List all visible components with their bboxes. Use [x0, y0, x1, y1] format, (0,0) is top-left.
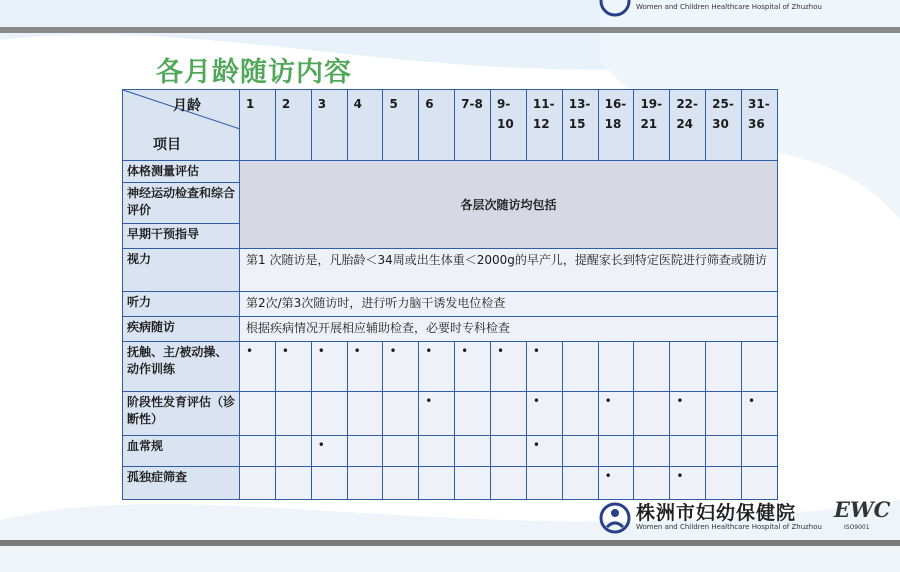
header-row — [123, 90, 778, 161]
hospital-logo-mark-icon — [598, 0, 632, 18]
schedule-cell — [670, 435, 706, 466]
schedule-cell — [311, 392, 347, 436]
month-header: 19-21 — [634, 90, 670, 161]
schedule-cell — [240, 342, 276, 392]
row-label: 疾病随访 — [123, 317, 240, 342]
month-header: 9-10 — [491, 90, 527, 161]
text-row — [123, 292, 778, 317]
schedule-row — [123, 466, 778, 499]
schedule-cell — [275, 392, 311, 436]
ewc-brand-logo: EWC — [834, 497, 891, 522]
schedule-dot-icon: • — [497, 344, 505, 359]
corner-month-label: 月龄 — [173, 98, 201, 114]
schedule-dot-icon: • — [532, 344, 540, 359]
schedule-cell — [526, 392, 562, 436]
row-description: 根据疾病情况开展相应辅助检查，必要时专科检查 — [240, 317, 778, 342]
hospital-logo-top — [598, 0, 898, 22]
schedule-cell — [275, 342, 311, 392]
schedule-cell — [311, 466, 347, 499]
month-header: 22-24 — [670, 90, 706, 161]
schedule-cell — [275, 466, 311, 499]
month-header: 2 — [275, 90, 311, 161]
month-header: 1 — [240, 90, 276, 161]
schedule-cell — [455, 342, 491, 392]
schedule-cell — [311, 435, 347, 466]
schedule-cell — [634, 342, 670, 392]
schedule-cell — [598, 342, 634, 392]
schedule-cell — [347, 435, 383, 466]
row-label: 阶段性发育评估（诊断性） — [123, 392, 240, 436]
schedule-cell — [383, 435, 419, 466]
bottom-divider-bar — [0, 540, 900, 546]
schedule-cell — [347, 392, 383, 436]
schedule-row — [123, 392, 778, 436]
schedule-cell — [383, 342, 419, 392]
row-label: 抚触、主/被动操、动作训练 — [123, 342, 240, 392]
schedule-dot-icon: • — [532, 437, 540, 452]
schedule-cell — [275, 435, 311, 466]
schedule-dot-icon: • — [281, 344, 289, 359]
schedule-cell — [455, 466, 491, 499]
month-header: 5 — [383, 90, 419, 161]
schedule-cell — [491, 342, 527, 392]
schedule-cell — [526, 342, 562, 392]
schedule-cell — [526, 466, 562, 499]
schedule-cell — [562, 466, 598, 499]
schedule-cell — [383, 466, 419, 499]
schedule-dot-icon: • — [676, 468, 684, 483]
row-label: 早期干预指导 — [123, 223, 240, 248]
schedule-cell — [634, 435, 670, 466]
row-label: 视力 — [123, 248, 240, 292]
schedule-cell — [491, 466, 527, 499]
schedule-cell — [742, 392, 778, 436]
schedule-cell — [742, 466, 778, 499]
schedule-dot-icon: • — [604, 468, 612, 483]
schedule-cell — [455, 392, 491, 436]
hospital-name-en-top: Women and Children Healthcare Hospital of Zhuzhou — [636, 3, 822, 11]
schedule-cell — [347, 466, 383, 499]
schedule-cell — [419, 466, 455, 499]
schedule-dot-icon: • — [317, 344, 325, 359]
common-row — [123, 160, 778, 183]
row-label: 体格测量评估 — [123, 160, 240, 183]
month-header: 4 — [347, 90, 383, 161]
row-label: 听力 — [123, 292, 240, 317]
schedule-dot-icon: • — [389, 344, 397, 359]
schedule-dot-icon: • — [748, 394, 756, 408]
schedule-cell — [240, 392, 276, 436]
schedule-cell — [598, 392, 634, 436]
schedule-cell — [562, 392, 598, 436]
row-label: 神经运动检查和综合评价 — [123, 183, 240, 223]
month-header: 7-8 — [455, 90, 491, 161]
schedule-cell — [311, 342, 347, 392]
schedule-cell — [419, 435, 455, 466]
schedule-cell — [347, 342, 383, 392]
hospital-logo-mark-icon — [598, 501, 632, 535]
follow-up-table — [122, 89, 778, 500]
schedule-cell — [706, 342, 742, 392]
schedule-row — [123, 435, 778, 466]
schedule-dot-icon: • — [676, 394, 684, 408]
row-label: 孤独症筛查 — [123, 466, 240, 499]
schedule-dot-icon: • — [317, 437, 325, 452]
corner-header-cell — [123, 90, 240, 161]
schedule-cell — [419, 392, 455, 436]
schedule-dot-icon: • — [353, 344, 361, 359]
schedule-cell — [491, 435, 527, 466]
schedule-cell — [598, 466, 634, 499]
schedule-cell — [526, 435, 562, 466]
schedule-cell — [706, 435, 742, 466]
schedule-cell — [455, 435, 491, 466]
schedule-row — [123, 342, 778, 392]
page-title: 各月龄随访内容 — [156, 57, 352, 88]
row-label: 血常规 — [123, 435, 240, 466]
common-note-cell: 各层次随访均包括 — [240, 160, 778, 248]
schedule-cell — [670, 342, 706, 392]
hospital-name-en: Women and Children Healthcare Hospital of Zhuzhou — [636, 523, 822, 531]
month-header: 3 — [311, 90, 347, 161]
month-header: 31-36 — [742, 90, 778, 161]
schedule-cell — [240, 435, 276, 466]
month-header: 13-15 — [562, 90, 598, 161]
text-row — [123, 317, 778, 342]
month-header: 16-18 — [598, 90, 634, 161]
schedule-cell — [742, 435, 778, 466]
schedule-cell — [742, 342, 778, 392]
month-header: 25-30 — [706, 90, 742, 161]
schedule-cell — [383, 392, 419, 436]
schedule-cell — [634, 466, 670, 499]
schedule-cell — [562, 342, 598, 392]
schedule-cell — [419, 342, 455, 392]
schedule-cell — [240, 466, 276, 499]
text-row — [123, 248, 778, 292]
schedule-cell — [670, 392, 706, 436]
schedule-dot-icon: • — [461, 344, 469, 359]
row-description: 第1 次随访是，凡胎龄＜34周或出生体重＜2000g的早产儿，提醒家长到特定医院进行筛查或随访 — [240, 248, 778, 292]
row-description: 第2次/第3次随访时，进行听力脑干诱发电位检查 — [240, 292, 778, 317]
month-header: 11-12 — [526, 90, 562, 161]
hospital-logo-bottom — [598, 497, 898, 537]
schedule-dot-icon: • — [425, 344, 433, 359]
schedule-cell — [491, 392, 527, 436]
schedule-dot-icon: • — [532, 394, 540, 408]
schedule-dot-icon: • — [604, 394, 612, 408]
corner-item-label: 项目 — [153, 137, 181, 153]
month-header: 6 — [419, 90, 455, 161]
schedule-dot-icon: • — [425, 394, 433, 408]
schedule-cell — [598, 435, 634, 466]
schedule-cell — [706, 392, 742, 436]
schedule-cell — [634, 392, 670, 436]
ewc-brand-sub: ISO9001 — [844, 524, 870, 531]
schedule-dot-icon: • — [246, 344, 254, 359]
top-divider-bar — [0, 27, 900, 33]
schedule-cell — [562, 435, 598, 466]
schedule-cell — [670, 466, 706, 499]
hospital-name-cn: 株洲市妇幼保健院 — [636, 502, 797, 524]
schedule-cell — [706, 466, 742, 499]
